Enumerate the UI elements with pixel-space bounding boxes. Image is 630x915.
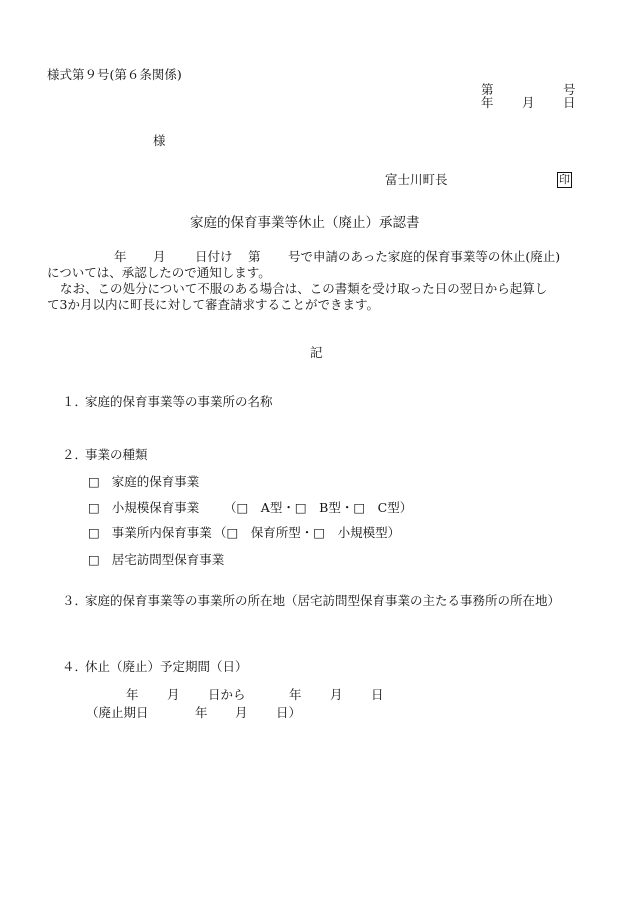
option-2-label: 小規模保育事業 xyxy=(111,500,200,515)
option-3-label: 事業所内保育事業 xyxy=(111,525,212,540)
item2-option-4 xyxy=(88,552,224,567)
item2-option-1 xyxy=(88,474,199,489)
option-4-label: 居宅訪問型保育事業 xyxy=(111,552,225,567)
document-title: 家庭的保育事業等休止（廃止）承認書 xyxy=(190,215,420,231)
ki-heading: 記 xyxy=(310,345,323,360)
header-tsuki: 月 xyxy=(522,95,535,110)
issuer-seal xyxy=(557,171,572,188)
option-1-label: 家庭的保育事業 xyxy=(111,474,200,489)
item2-label: 事業の種類 xyxy=(85,447,148,462)
checkbox-4[interactable]: □ xyxy=(88,552,100,567)
checkbox-2[interactable]: □ xyxy=(88,500,100,515)
period-hi2: 日 xyxy=(371,687,384,702)
item1-number: １． xyxy=(62,394,88,409)
body-line1-nen: 年 xyxy=(114,249,127,264)
addressee-suffix: 様 xyxy=(153,133,166,148)
item3-label: 家庭的保育事業等の事業所の所在地（居宅訪問型保育事業の主たる事務所の所在地） xyxy=(85,593,561,608)
header-nen: 年 xyxy=(481,95,494,110)
option-3-sub: （□ 保育所型・□ 小規模型） xyxy=(214,525,401,540)
haishi-hi: 日） xyxy=(276,705,302,720)
checkbox-1[interactable]: □ xyxy=(88,474,100,489)
item2-number: ２． xyxy=(62,447,88,462)
period-nen2: 年 xyxy=(289,687,302,702)
issuer-title: 富士川町長 xyxy=(385,172,448,187)
item1-label: 家庭的保育事業等の事業所の名称 xyxy=(85,394,273,409)
checkbox-3[interactable]: □ xyxy=(88,525,100,540)
haishi-tsuki: 月 xyxy=(235,705,248,720)
seal-mark: 印 xyxy=(559,173,570,186)
period-hikara: 日から xyxy=(208,687,246,702)
form-number: 様式第９号(第６条関係) xyxy=(47,67,182,82)
item4-number: ４． xyxy=(62,659,88,674)
body-line1-hizuke: 日付け xyxy=(195,249,233,264)
haishi-prefix: （廃止期日 xyxy=(86,705,149,720)
option-2-sub: （□ A型・□ B型・□ C型） xyxy=(224,500,413,515)
period-tsuki1: 月 xyxy=(167,687,180,702)
header-gou: 号 xyxy=(563,82,576,97)
header-dai: 第 xyxy=(481,82,494,97)
body-line4: て3か月以内に町長に対して審査請求することができます。 xyxy=(47,297,379,312)
item2-option-3 xyxy=(88,525,212,540)
body-line1-dai: 第 xyxy=(248,249,261,264)
haishi-nen: 年 xyxy=(195,705,208,720)
item4-label: 休止（廃止）予定期間（日） xyxy=(85,659,248,674)
body-line1-rest: 号で申請のあった家庭的保育事業等の休止(廃止) xyxy=(288,249,561,264)
item2-option-2 xyxy=(88,500,199,515)
period-tsuki2: 月 xyxy=(330,687,343,702)
body-line3: なお、この処分について不服のある場合は、この書類を受け取った日の翌日から起算し xyxy=(60,281,548,296)
period-nen1: 年 xyxy=(126,687,139,702)
body-line2: については、承認したので通知します。 xyxy=(47,265,271,280)
body-line1-tsuki: 月 xyxy=(153,249,166,264)
header-hi: 日 xyxy=(563,95,576,110)
item3-number: ３． xyxy=(62,593,88,608)
